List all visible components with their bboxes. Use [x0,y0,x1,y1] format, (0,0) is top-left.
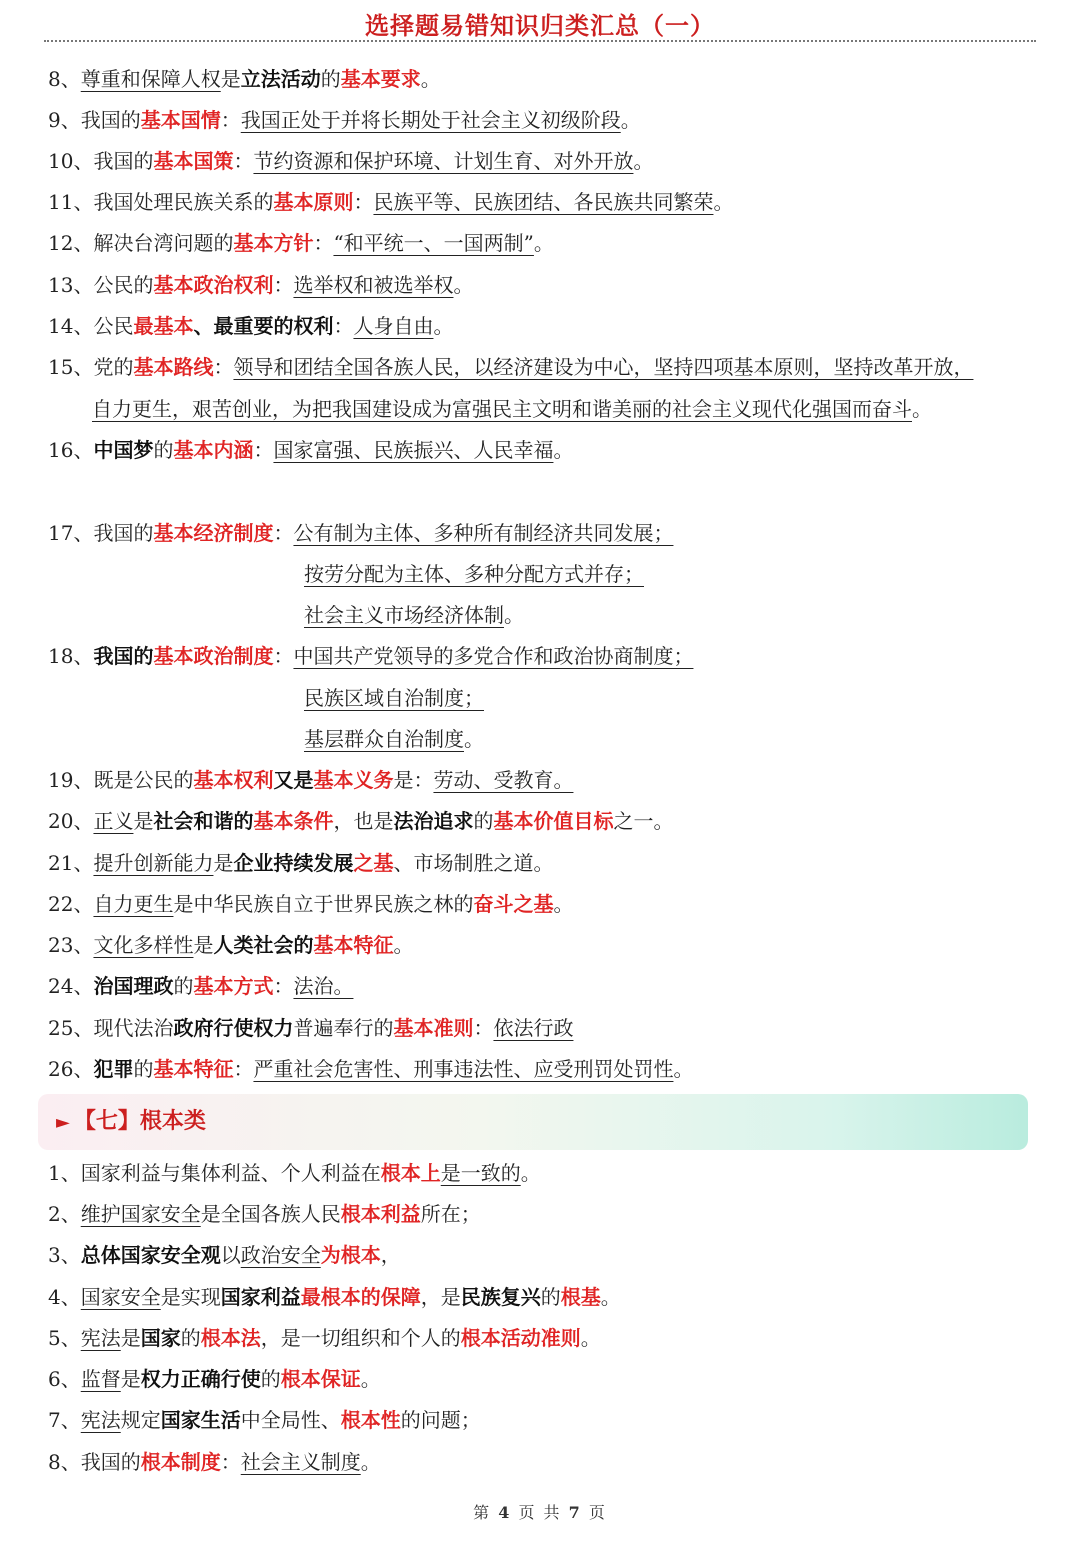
list-item-text: 文化多样性 [93,933,194,957]
list-item-text: 基本价值目标 [493,809,614,833]
list-item-text: 政治安全 [240,1243,321,1267]
list-item-text: 、最重要的权利 [193,314,334,338]
list-item-text: 25、现代法治 [48,1016,174,1040]
list-item-text: 。 [713,190,734,214]
list-item-text: 的 [540,1285,561,1309]
list-item-text: 以 [220,1243,241,1267]
list-item-text: 10、我国的 [48,149,154,173]
list-item [48,806,673,836]
list-item-text: 基层群众自治制度 [304,727,464,751]
list-item-text: ： [233,1057,254,1081]
list-item-text: 所在； [420,1202,481,1226]
list-item-text: 的 [173,974,194,998]
list-item-text: 中国梦 [93,438,154,462]
list-item [304,724,484,754]
list-item-text: 根本制度 [140,1450,221,1474]
list-item [304,600,524,630]
list-item-text: 基本政治制度 [153,644,274,668]
list-item-text: 国家生活 [160,1408,241,1432]
list-item-text: 基本特征 [153,1057,234,1081]
list-item-text: 。 [912,397,932,421]
list-item [48,518,673,548]
list-item-text: 22、 [48,892,94,916]
list-item-text: 监督 [80,1367,121,1391]
list-item-text: 最根本的保障 [300,1285,421,1309]
list-item-text: 宪法 [80,1408,121,1432]
list-item-text: 国家利益 [220,1285,301,1309]
list-item-text: 16、 [48,438,94,462]
list-item-text: 社会和谐的 [153,809,254,833]
list-item-text: 基本路线 [133,355,214,379]
list-item [48,64,441,94]
list-item [48,971,353,1001]
list-item-text: 3、 [48,1243,81,1267]
list-item [48,146,653,176]
list-item [48,641,693,671]
list-item-text: 6、 [48,1367,81,1391]
list-item-text: 领导和团结全国各族人民，以经济建设为中心，坚持四项基本原则，坚持改革开放， [233,355,974,379]
list-item [48,1240,401,1270]
list-item-text: 是 [120,1326,141,1350]
list-item-text: 民族复兴 [460,1285,541,1309]
list-item [48,105,641,135]
list-item [92,394,932,424]
list-item-text: 20、 [48,809,94,833]
list-item-text: ： [220,108,241,132]
list-item-text: ： [273,644,294,668]
list-item-text: 的 [133,1057,154,1081]
list-item-text: 节约资源和保护环境、计划生育、对外开放 [253,149,634,173]
list-item-text: 自力更生 [93,892,174,916]
list-item-text: 的 [260,1367,281,1391]
list-item [48,765,573,795]
list-item-text: 基本特征 [313,933,394,957]
list-item-text: ，是一切组织和个人的 [260,1326,461,1350]
list-item-text: 是 [133,809,154,833]
list-item-text: 之一。 [613,809,674,833]
list-item-text: 提升创新能力 [93,851,214,875]
list-item-text: 按劳分配为主体、多种分配方式并存； [304,562,644,586]
list-item-text: 总体国家安全观 [80,1243,221,1267]
list-item-text: 宪法 [80,1326,121,1350]
list-item-text: 7、 [48,1408,81,1432]
list-item-text: 的 [180,1326,201,1350]
list-item [304,683,484,713]
list-item-text: 权力正确行使 [140,1367,261,1391]
list-item-text: 基本条件 [253,809,334,833]
list-item-text: 基本权利 [193,768,274,792]
list-item-text: 26、 [48,1057,94,1081]
list-item-text: 维护国家安全 [80,1202,201,1226]
list-item-text: 根本性 [340,1408,401,1432]
list-item-text: 24、 [48,974,94,998]
triangle-right-icon: ► [56,1112,70,1133]
footer-suffix: 页 [588,1503,607,1522]
list-item-text: 17、我国的 [48,521,154,545]
list-item-text: 。 [360,1367,381,1391]
list-item-text: 基本方针 [233,231,314,255]
list-item-text: 。 [600,1285,621,1309]
list-item-text: 8、我国的 [48,1450,141,1474]
list-item-text: 犯罪 [93,1057,134,1081]
list-item-text: ： [473,1016,494,1040]
list-item-text: 正义 [93,809,134,833]
list-item-text: “和平统一、一国两制” [333,231,534,255]
list-item-text: 基本经济制度 [153,521,274,545]
list-item-text: 。 [553,892,574,916]
list-item [48,1364,381,1394]
list-item-text: ， [380,1243,401,1267]
list-item-text: ： [313,231,334,255]
list-item-text: ： [273,974,294,998]
list-item-text: ： [273,273,294,297]
list-item-text: 中国共产党领导的多党合作和政治协商制度； [293,644,694,668]
list-item-text: 奋斗之基 [473,892,554,916]
list-item [48,848,553,878]
list-item-text: 。 [464,727,484,751]
list-item-text: 。 [633,149,654,173]
list-item-text: ： [233,149,254,173]
list-item-text: 8、 [48,67,81,91]
list-item-text: 。 [520,1161,541,1185]
current-page-number: 4 [498,1503,512,1522]
list-item [48,311,453,341]
list-item [48,270,473,300]
list-item-text: 选举权和被选举权 [293,273,454,297]
list-item [48,352,973,382]
list-item-text: ，也是 [333,809,394,833]
list-item-text: 是： [393,768,434,792]
list-item-text: 2、 [48,1202,81,1226]
list-item-text: 为根本 [320,1243,381,1267]
list-item-text: 1、国家利益与集体利益、个人利益在 [48,1161,381,1185]
footer-middle: 页 共 [518,1503,562,1522]
list-item-text: 9、我国的 [48,108,141,132]
list-item-text: 的 [473,809,494,833]
section-title: 【七】根本类 [73,1109,206,1134]
list-item-text: 23、 [48,933,94,957]
list-item-text: 。 [533,231,554,255]
list-item-text: 治国理政 [93,974,174,998]
list-item-text: 12、解决台湾问题的 [48,231,234,255]
section-header [38,1094,1028,1150]
list-item [48,1405,481,1435]
list-item-text: 根本活动准则 [460,1326,581,1350]
list-item-text: 普遍奉行的 [293,1016,394,1040]
list-item-text: 之基 [353,851,394,875]
list-item-text: 。 [393,933,414,957]
list-item [48,1282,621,1312]
list-item-text: ： [353,190,374,214]
list-item-text: ： [213,355,234,379]
list-item-text: 5、 [48,1326,81,1350]
list-item-text: 基本国情 [140,108,221,132]
list-item-text: 依法行政 [493,1016,574,1040]
list-item-text: 根本保证 [280,1367,361,1391]
list-item-text: 规定 [120,1408,161,1432]
list-item-text: ，是 [420,1285,461,1309]
footer-prefix: 第 [473,1503,492,1522]
list-item-text: 是 [120,1367,141,1391]
list-item [304,559,644,589]
list-item-text: 、市场制胜之道。 [393,851,554,875]
list-item-text: 是中华民族自立于世界民族之林的 [173,892,474,916]
list-item-text: 是一致的 [440,1161,521,1185]
list-item-text: 。 [580,1326,601,1350]
list-item-text: 18、 [48,644,94,668]
list-item-text: 根本法 [200,1326,261,1350]
total-page-count: 7 [568,1503,582,1522]
list-item-text: 政府行使权力 [173,1016,294,1040]
list-item-text: 企业持续发展 [233,851,354,875]
list-item-text: 最基本 [133,314,194,338]
list-item-text: 19、既是公民的 [48,768,194,792]
list-item-text: 基本原则 [273,190,354,214]
list-item-text: 自力更生，艰苦创业，为把我国建设成为富强民主文明和谐美丽的社会主义现代化强国而奋斗 [92,397,912,421]
list-item [48,889,573,919]
list-item-text: 。 [673,1057,694,1081]
list-item-text: 15、党的 [48,355,134,379]
list-item-text: 基本准则 [393,1016,474,1040]
list-item [48,1199,481,1229]
list-item-text: ： [333,314,354,338]
list-item-text: ： [220,1450,241,1474]
list-item [48,1323,601,1353]
list-item-text: 。 [433,314,454,338]
list-item-text: 严重社会危害性、刑事违法性、应受刑罚处罚性 [253,1057,674,1081]
title-divider [44,40,1036,42]
list-item-text: 21、 [48,851,94,875]
list-item-text: 4、 [48,1285,81,1309]
list-item-text: 。 [420,67,441,91]
list-item-text: 社会主义市场经济体制 [304,603,504,627]
list-item-text: 基本政治权利 [153,273,274,297]
list-item-text: 基本国策 [153,149,234,173]
list-item-text: 基本要求 [340,67,421,91]
list-item-text: 法治追求 [393,809,474,833]
list-item [48,1447,381,1477]
list-item [48,228,554,258]
list-item [48,1054,693,1084]
list-item-text: 又是 [273,768,314,792]
list-item-text: ： [273,521,294,545]
list-item-text: 民族区域自治制度； [304,686,484,710]
page-title: 选择题易错知识归类汇总（一） [365,12,715,40]
list-item-text: 。 [620,108,641,132]
list-item-text: 11、我国处理民族关系的 [48,190,274,214]
list-item-text: 是全国各族人民 [200,1202,341,1226]
list-item-text: 国家富强、民族振兴、人民幸福 [273,438,554,462]
list-item-text: ： [253,438,274,462]
list-item [48,187,733,217]
list-item-text: 基本义务 [313,768,394,792]
list-item-text: 的 [153,438,174,462]
list-item-text: 劳动、受教育。 [433,768,574,792]
list-item-text: 民族平等、民族团结、各民族共同繁荣 [373,190,714,214]
list-item [48,435,573,465]
list-item-text: 13、公民的 [48,273,154,297]
list-item-text: 国家安全 [80,1285,161,1309]
list-item-text: 。 [360,1450,381,1474]
list-item-text: 是 [213,851,234,875]
list-item-text: 14、公民 [48,314,134,338]
list-item-text: 基本内涵 [173,438,254,462]
list-item-text: 的问题； [400,1408,481,1432]
list-item-text: 法治。 [293,974,354,998]
list-item-text: 是实现 [160,1285,221,1309]
list-item-text: 。 [504,603,524,627]
list-item [48,930,413,960]
list-item [48,1013,573,1043]
list-item-text: 的 [320,67,341,91]
list-item-text: 。 [453,273,474,297]
list-item-text: 基本方式 [193,974,274,998]
list-item-text: 中全局性、 [240,1408,341,1432]
list-item-text: 社会主义制度 [240,1450,361,1474]
list-item-text: 人身自由 [353,314,434,338]
list-item-text: 是 [193,933,214,957]
list-item-text: 根基 [560,1285,601,1309]
list-item-text: 国家 [140,1326,181,1350]
list-item-text: 人类社会的 [213,933,314,957]
page-footer [0,1500,1080,1523]
list-item-text: 公有制为主体、多种所有制经济共同发展； [293,521,674,545]
list-item-text: 我国正处于并将长期处于社会主义初级阶段 [240,108,621,132]
list-item-text: 。 [553,438,574,462]
list-item-text: 我国的 [93,644,154,668]
list-item-text: 根本上 [380,1161,441,1185]
list-item-text: 是 [220,67,241,91]
list-item-text: 尊重和保障人权 [80,67,221,91]
list-item [48,1158,541,1188]
list-item-text: 立法活动 [240,67,321,91]
list-item-text: 根本利益 [340,1202,421,1226]
